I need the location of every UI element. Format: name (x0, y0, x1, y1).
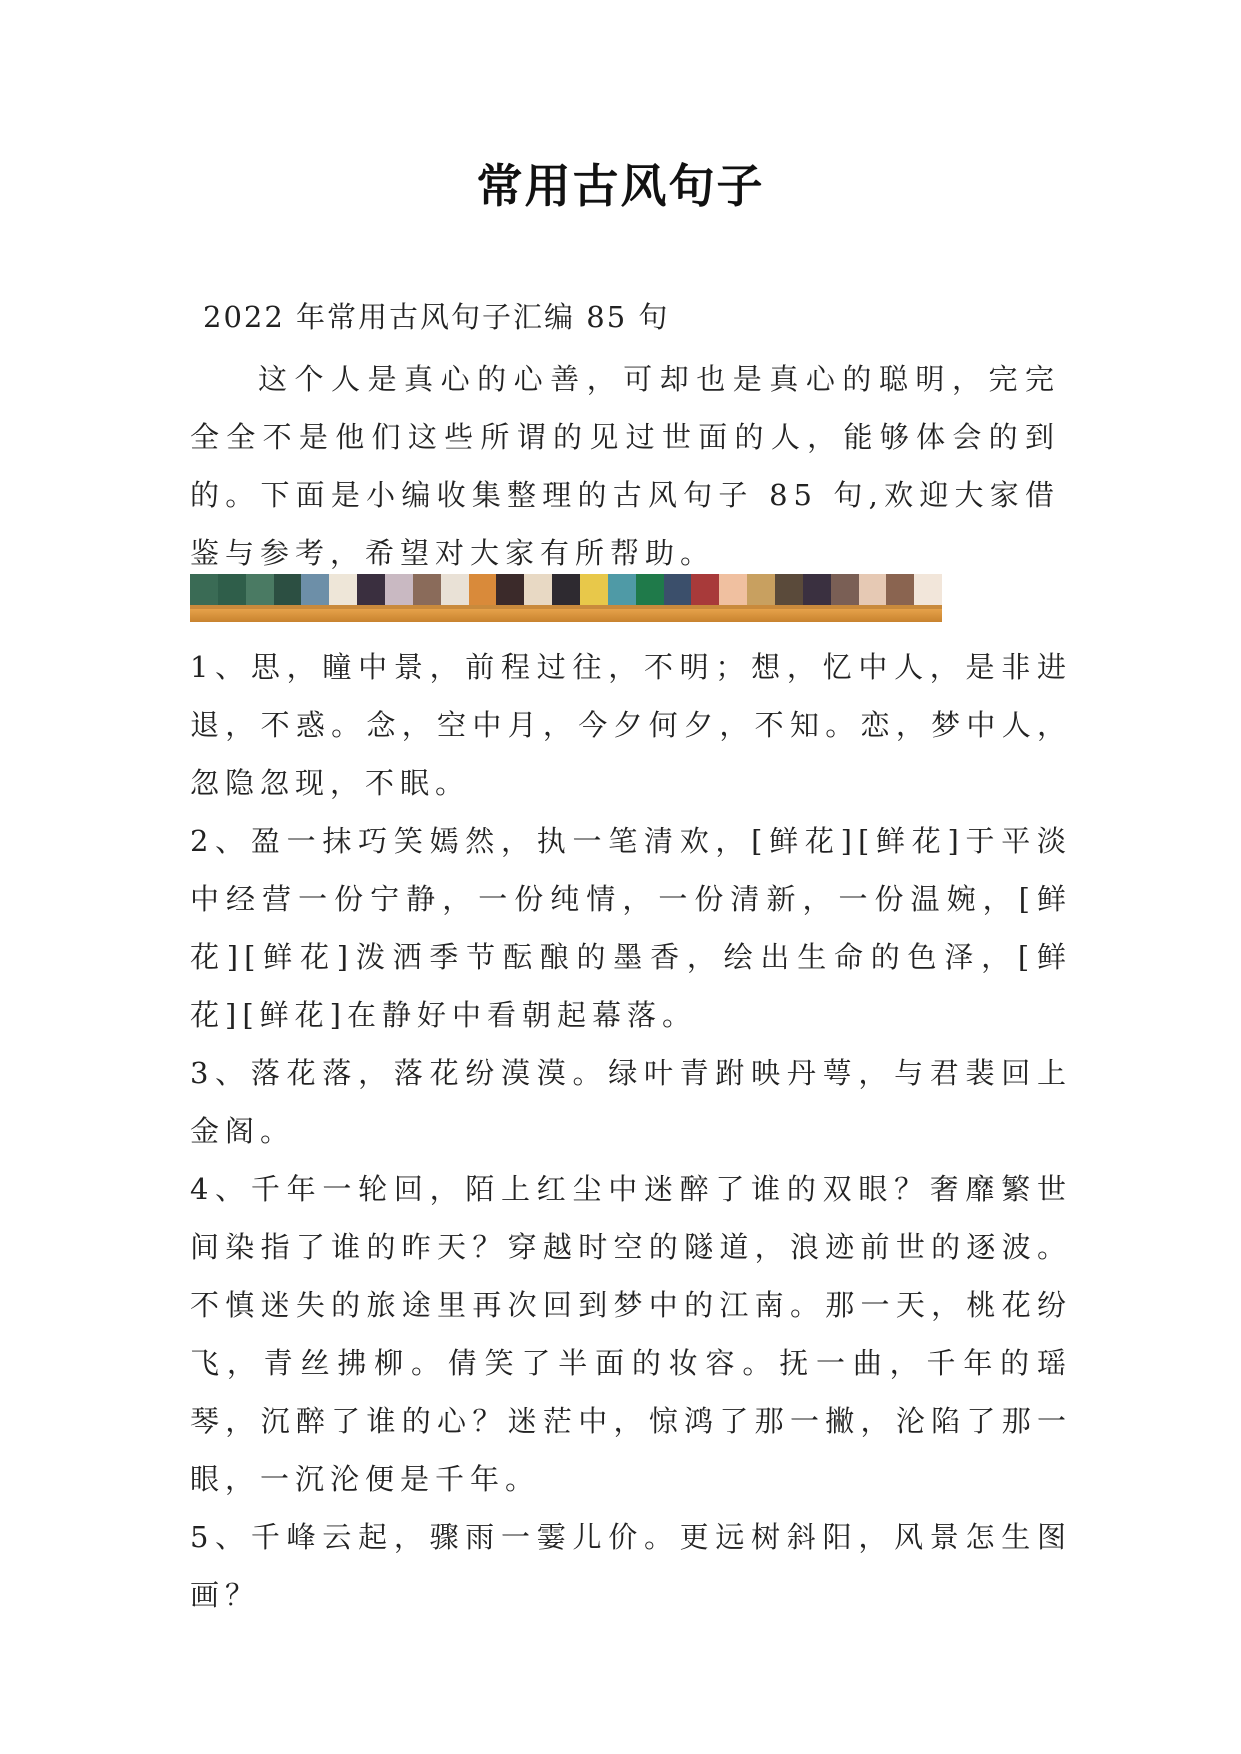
book-spine (664, 574, 692, 605)
list-item: 2、盈一抹巧笑嫣然，执一笔清欢，[鲜花][鲜花]于平淡中经营一份宁静，一份纯情，一份清新，一份温婉，[鲜花][鲜花]泼洒季节酝酿的墨香，绘出生命的色泽，[鲜花][鲜花]在静好中看朝起幕落。 (190, 824, 1072, 1032)
book-spine (552, 574, 580, 605)
list-item: 3、落花落，落花纷漠漠。绿叶青跗映丹萼，与君裴回上金阁。 (190, 1056, 1072, 1148)
book-spine (747, 574, 775, 605)
book-spine (357, 574, 385, 605)
bookshelf-books (190, 574, 942, 605)
book-spine (524, 574, 552, 605)
book-spine (274, 574, 302, 605)
book-spine (914, 574, 942, 605)
book-spine (886, 574, 914, 605)
book-spine (218, 574, 246, 605)
bookshelf-banner-image (190, 574, 942, 622)
book-spine (691, 574, 719, 605)
book-spine (636, 574, 664, 605)
shelf-board (190, 609, 942, 622)
intro-paragraph: 这个人是真心的心善，可却也是真心的聪明，完完全全不是他们这些所谓的见过世面的人，能够体会的到的。下面是小编收集整理的古风句子 85 句,欢迎大家借鉴与参考，希望对大家有所帮助。 (190, 362, 1060, 570)
book-spine (413, 574, 441, 605)
book-spine (803, 574, 831, 605)
book-spine (329, 574, 357, 605)
book-spine (608, 574, 636, 605)
book-spine (775, 574, 803, 605)
page-title: 常用古风句子 (476, 159, 765, 213)
document-subtitle: 2022 年常用古风句子汇编 85 句 (203, 300, 670, 334)
book-spine (246, 574, 274, 605)
book-spine (301, 574, 329, 605)
book-spine (831, 574, 859, 605)
sentence-list (190, 638, 1072, 1624)
list-item: 4、千年一轮回，陌上红尘中迷醉了谁的双眼？奢靡繁世间染指了谁的昨天？穿越时空的隧道，浪迹前世的逐波。不慎迷失的旅途里再次回到梦中的江南。那一天，桃花纷飞，青丝拂柳。倩笑了半面的妆容。抚一曲，千年的瑶琴，沉醉了谁的心？迷茫中，惊鸿了那一撇，沦陷了那一眼，一沉沦便是千年。 (190, 1172, 1072, 1496)
list-item: 1、思，瞳中景，前程过往，不明；想，忆中人，是非进退，不惑。念，空中月，今夕何夕，不知。恋，梦中人，忽隐忽现，不眠。 (190, 650, 1072, 800)
book-spine (469, 574, 497, 605)
list-item: 5、千峰云起，骤雨一霎儿价。更远树斜阳，风景怎生图画？ (190, 1520, 1072, 1612)
book-spine (441, 574, 469, 605)
book-spine (190, 574, 218, 605)
book-spine (580, 574, 608, 605)
book-spine (719, 574, 747, 605)
book-spine (385, 574, 413, 605)
book-spine (859, 574, 887, 605)
book-spine (496, 574, 524, 605)
